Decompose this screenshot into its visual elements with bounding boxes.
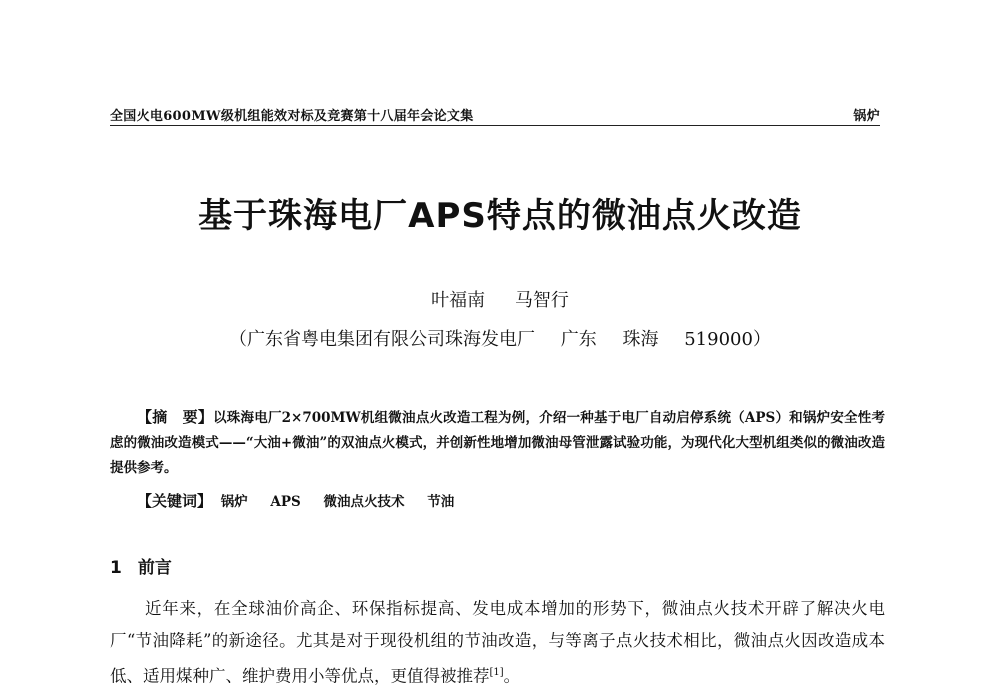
keyword: 节油 [427,494,455,510]
affiliation-open-paren: （ [229,329,248,350]
keyword: APS [270,494,301,510]
affiliation-city: 珠海 [622,329,659,350]
proceedings-title: 全国火电600MW级机组能效对标及竞赛第十八届年会论文集 [110,109,474,124]
keyword: 锅炉 [220,494,248,510]
abstract-label: 【摘 要】 [137,408,214,426]
keywords [137,490,472,511]
section-title: 前言 [137,558,172,578]
affiliation-postcode: 519000 [684,329,753,350]
keyword: 微油点火技术 [323,494,405,510]
section-number: 1 [110,558,122,578]
section-tag: 锅炉 [853,109,880,124]
header-rule [110,125,880,126]
abstract [110,405,885,481]
keywords-label: 【关键词】 [137,492,213,510]
abstract-text: 以珠海电厂2×700MW机组微油点火改造工程为例，介绍一种基于电厂自动启停系统（APS）和锅炉安全性考虑的微油改造模式——“大油+微油”的双油点火模式，并创新性地增加微油母管泄露试验功能，为现代化大型机组类似的微油改造提供参考。 [110,410,885,476]
paper-title: 基于珠海电厂APS特点的微油点火改造 [198,196,802,236]
affiliation [0,325,1000,351]
affiliation-close-paren: ） [752,329,771,350]
affiliation-org: 广东省粤电集团有限公司珠海发电厂 [247,329,536,350]
authors [0,286,1000,312]
author-name: 叶福南 [431,290,486,311]
author-name: 马智行 [514,290,569,311]
citation-ref: [1] [489,667,504,678]
paragraph-text: 近年来，在全球油价高企、环保指标提高、发电成本增加的形势下，微油点火技术开辟了解决火电厂“节油降耗”的新途径。尤其是对于现役机组的节油改造，与等离子点火技术相比，微油点火因改造成本低、适用煤种广、维护费用小等优点，更值得被推荐 [110,599,885,686]
body-paragraph [110,593,885,693]
running-header [110,105,880,124]
section-heading [110,553,172,578]
affiliation-province: 广东 [560,329,597,350]
paragraph-end: 。 [503,666,521,686]
